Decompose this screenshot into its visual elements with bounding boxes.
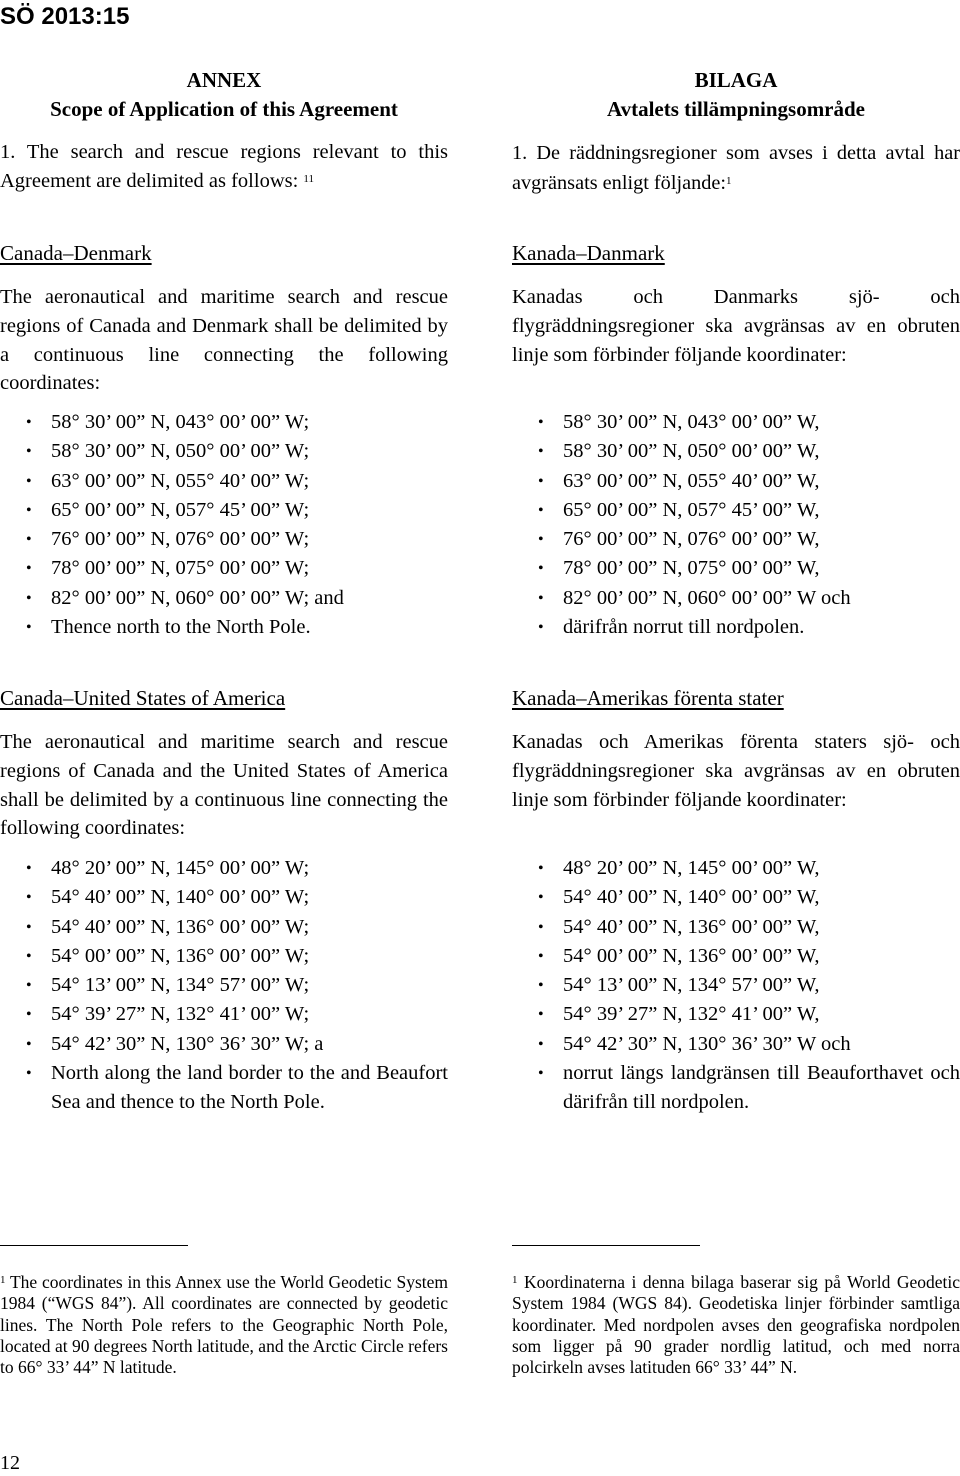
annex-subtitle-en: Scope of Application of this Agreement — [50, 97, 398, 121]
coordinate-item — [512, 1030, 960, 1059]
coordinate-item — [0, 1059, 448, 1118]
coordinate-item — [0, 554, 448, 583]
bullet-icon: • — [26, 947, 32, 965]
coordinate-text: 54° 40’ 00” N, 136° 00’ 00” W, — [563, 915, 820, 938]
coordinate-item — [0, 971, 448, 1000]
coordinate-text: 48° 20’ 00” N, 145° 00’ 00” W, — [563, 857, 820, 879]
bullet-icon: • — [26, 443, 32, 461]
bullet-icon: • — [26, 1006, 32, 1024]
coordinate-list-canada-usa-sv — [512, 854, 960, 1118]
section-title-canada-usa-en: Canada–United States of America — [0, 686, 286, 710]
coordinate-text: 58° 30’ 00” N, 043° 00’ 00” W, — [563, 411, 820, 433]
coordinate-text: 58° 30’ 00” N, 050° 00’ 00” W, — [563, 440, 820, 463]
bullet-icon: • — [26, 414, 32, 431]
coordinate-item — [512, 467, 960, 496]
bullet-icon: • — [538, 501, 544, 519]
bullet-icon: • — [26, 619, 32, 637]
coordinate-text: 76° 00’ 00” N, 076° 00’ 00” W; — [51, 528, 310, 551]
bullet-icon: • — [538, 947, 544, 965]
bullet-icon: • — [26, 977, 32, 995]
coordinate-item — [0, 437, 448, 466]
section-title-canada-denmark-sv: Kanada–Danmark — [512, 241, 665, 265]
coordinate-item — [512, 883, 960, 912]
coordinate-item — [0, 467, 448, 496]
footnote-ref-en: 11 — [303, 172, 315, 185]
coordinate-text: 63° 00’ 00” N, 055° 40’ 00” W, — [563, 469, 820, 492]
coordinate-item — [0, 1030, 448, 1059]
footnote-mark-sv: 1 — [512, 1274, 518, 1286]
bullet-icon: • — [26, 560, 32, 578]
footnote-ref-sv: 1 — [726, 174, 732, 187]
coordinate-list-canada-usa-en — [0, 854, 448, 1118]
annex-subtitle-sv: Avtalets tillämpningsområde — [606, 97, 866, 121]
bullet-icon: • — [26, 889, 32, 907]
bullet-icon: • — [26, 531, 32, 549]
coordinate-item — [0, 913, 448, 942]
coordinate-item — [512, 525, 960, 554]
coordinate-item — [0, 883, 448, 912]
coordinate-text: därifrån norrut till nordpolen. — [563, 616, 805, 639]
bullet-icon: • — [538, 531, 544, 549]
coordinate-item — [0, 942, 448, 971]
coordinate-list-canada-denmark-en — [0, 408, 448, 642]
coordinate-text: 82° 00’ 00” N, 060° 00’ 00” W och — [563, 586, 851, 609]
coordinate-text: 54° 40’ 00” N, 140° 00’ 00” W; — [51, 886, 310, 909]
bullet-icon: • — [538, 589, 544, 607]
coordinate-item — [0, 408, 448, 437]
intro-paragraph-sv — [512, 139, 960, 198]
coordinate-text: 58° 30’ 00” N, 050° 00’ 00” W; — [51, 440, 310, 463]
annex-title-en: ANNEX — [186, 68, 262, 92]
coordinate-text: 54° 42’ 30” N, 130° 36’ 30” W; a — [51, 1032, 324, 1055]
coordinate-text: 78° 00’ 00” N, 075° 00’ 00” W, — [563, 557, 820, 580]
coordinate-text: 63° 00’ 00” N, 055° 40’ 00” W; — [51, 469, 310, 492]
bullet-icon: • — [26, 501, 32, 519]
bullet-icon: • — [538, 1035, 544, 1053]
page-number: 12 — [0, 1452, 20, 1474]
bullet-icon: • — [538, 889, 544, 907]
coordinate-text: 58° 30’ 00” N, 043° 00’ 00” W; — [51, 411, 310, 433]
section-title-canada-usa-sv: Kanada–Amerikas förenta stater — [512, 686, 784, 710]
coordinate-item — [512, 1000, 960, 1029]
bullet-icon: • — [26, 918, 32, 936]
coordinate-text: 82° 00’ 00” N, 060° 00’ 00” W; and — [51, 586, 344, 609]
bullet-icon: • — [538, 977, 544, 995]
footnote-divider-sv — [512, 1245, 700, 1246]
coordinate-item — [512, 971, 960, 1000]
intro-text-sv: 1. De räddningsregioner som avses i detta avtal har avgränsats enligt följande: — [512, 142, 960, 194]
coordinate-text: 78° 00’ 00” N, 075° 00’ 00” W; — [51, 557, 310, 580]
bullet-icon: • — [26, 1035, 32, 1053]
document-reference: SÖ 2013:15 — [0, 3, 130, 30]
coordinate-text: 54° 00’ 00” N, 136° 00’ 00” W; — [51, 944, 310, 967]
bullet-icon: • — [26, 860, 32, 877]
bullet-icon: • — [538, 1065, 544, 1083]
bullet-icon: • — [538, 918, 544, 936]
intro-text-en: 1. The search and rescue regions relevant to this Agreement are delimited as follows: — [0, 141, 448, 192]
coordinate-item — [512, 408, 960, 437]
coordinate-text: 76° 00’ 00” N, 076° 00’ 00” W, — [563, 528, 820, 551]
footnote-text-en: The coordinates in this Annex use the World Geodetic System 1984 (“WGS 84”). All coordinates are connected by geodetic lines. The North Pole refers to the Geographic North Pole, located at 90 degrees North latitude, and the Arctic Circle refers to 66° 33’ 44” N latitude. — [0, 1272, 448, 1378]
coordinate-text: 54° 40’ 00” N, 140° 00’ 00” W, — [563, 886, 820, 909]
coordinate-text: 54° 40’ 00” N, 136° 00’ 00” W; — [51, 915, 310, 938]
coordinate-text: 48° 20’ 00” N, 145° 00’ 00” W; — [51, 857, 310, 879]
coordinate-text: Thence north to the North Pole. — [51, 616, 311, 639]
bullet-icon: • — [26, 589, 32, 607]
bullet-icon: • — [26, 1065, 32, 1083]
coordinate-item — [512, 1059, 960, 1118]
annex-title-sv: BILAGA — [694, 68, 778, 92]
coordinate-text: North along the land border to the and Beaufort Sea and thence to the North Pole. — [51, 1062, 448, 1114]
footnote-en — [0, 1272, 448, 1378]
coordinate-text: 54° 13’ 00” N, 134° 57’ 00” W, — [563, 974, 820, 997]
coordinate-item — [0, 854, 448, 883]
coordinate-item — [0, 613, 448, 642]
intro-paragraph-en — [0, 138, 448, 196]
section-title-canada-denmark-en: Canada–Denmark — [0, 241, 152, 265]
coordinate-text: 54° 39’ 27” N, 132° 41’ 00” W; — [51, 1003, 310, 1026]
coordinate-item — [0, 584, 448, 613]
bullet-icon: • — [538, 414, 544, 431]
coordinate-item — [0, 496, 448, 525]
coordinate-text: norrut längs landgränsen till Beauforthavet och därifrån till nordpolen. — [563, 1062, 960, 1114]
bullet-icon: • — [538, 619, 544, 637]
coordinate-item — [512, 854, 960, 883]
coordinate-item — [512, 913, 960, 942]
bullet-icon: • — [26, 472, 32, 490]
coordinate-item — [512, 613, 960, 642]
coordinate-item — [512, 942, 960, 971]
coordinate-item — [0, 525, 448, 554]
coordinate-item — [512, 437, 960, 466]
coordinate-text: 54° 39’ 27” N, 132° 41’ 00” W, — [563, 1003, 820, 1026]
section-text-canada-usa-en: The aeronautical and maritime search and rescue regions of Canada and the United States of America shall be delimited by a continuous line connecting the following coordinates: — [0, 731, 448, 840]
coordinate-item — [512, 496, 960, 525]
coordinate-item — [512, 554, 960, 583]
coordinate-list-canada-denmark-sv — [512, 408, 960, 642]
section-text-canada-usa-sv: Kanadas och Amerikas förenta staters sjö- och flygräddningsregioner ska avgränsas av en obruten linje som förbinder följande koordinater: — [512, 731, 960, 811]
coordinate-item — [0, 1000, 448, 1029]
coordinate-text: 65° 00’ 00” N, 057° 45’ 00” W, — [563, 498, 820, 521]
bullet-icon: • — [538, 472, 544, 490]
coordinate-text: 54° 13’ 00” N, 134° 57’ 00” W; — [51, 974, 310, 997]
section-text-canada-denmark-sv: Kanadas och Danmarks sjö- och flygräddningsregioner ska avgränsas av en obruten linje som förbinder följande koordinater: — [512, 286, 960, 366]
bullet-icon: • — [538, 560, 544, 578]
coordinate-text: 54° 00’ 00” N, 136° 00’ 00” W, — [563, 944, 820, 967]
footnote-divider-en — [0, 1245, 188, 1246]
coordinate-text: 65° 00’ 00” N, 057° 45’ 00” W; — [51, 498, 310, 521]
coordinate-item — [512, 584, 960, 613]
footnote-mark-en: 1 — [0, 1274, 6, 1286]
bullet-icon: • — [538, 443, 544, 461]
bullet-icon: • — [538, 1006, 544, 1024]
footnote-text-sv: Koordinaterna i denna bilaga baserar sig på World Geodetic System 1984 (WGS 84). Geodetiska linjer förbinder samtliga koordinater. Med nordpolen avses den geografiska nordpolen som ligger på 90 grader nordlig latitud, och med norra polcirkeln avses latituden 66° 33’ 44” N. — [512, 1272, 960, 1378]
footnote-sv — [512, 1272, 960, 1378]
bullet-icon: • — [538, 860, 544, 877]
coordinate-text: 54° 42’ 30” N, 130° 36’ 30” W och — [563, 1032, 851, 1055]
section-text-canada-denmark-en: The aeronautical and maritime search and rescue regions of Canada and Denmark shall be delimited by a continuous line connecting the following coordinates: — [0, 286, 448, 395]
